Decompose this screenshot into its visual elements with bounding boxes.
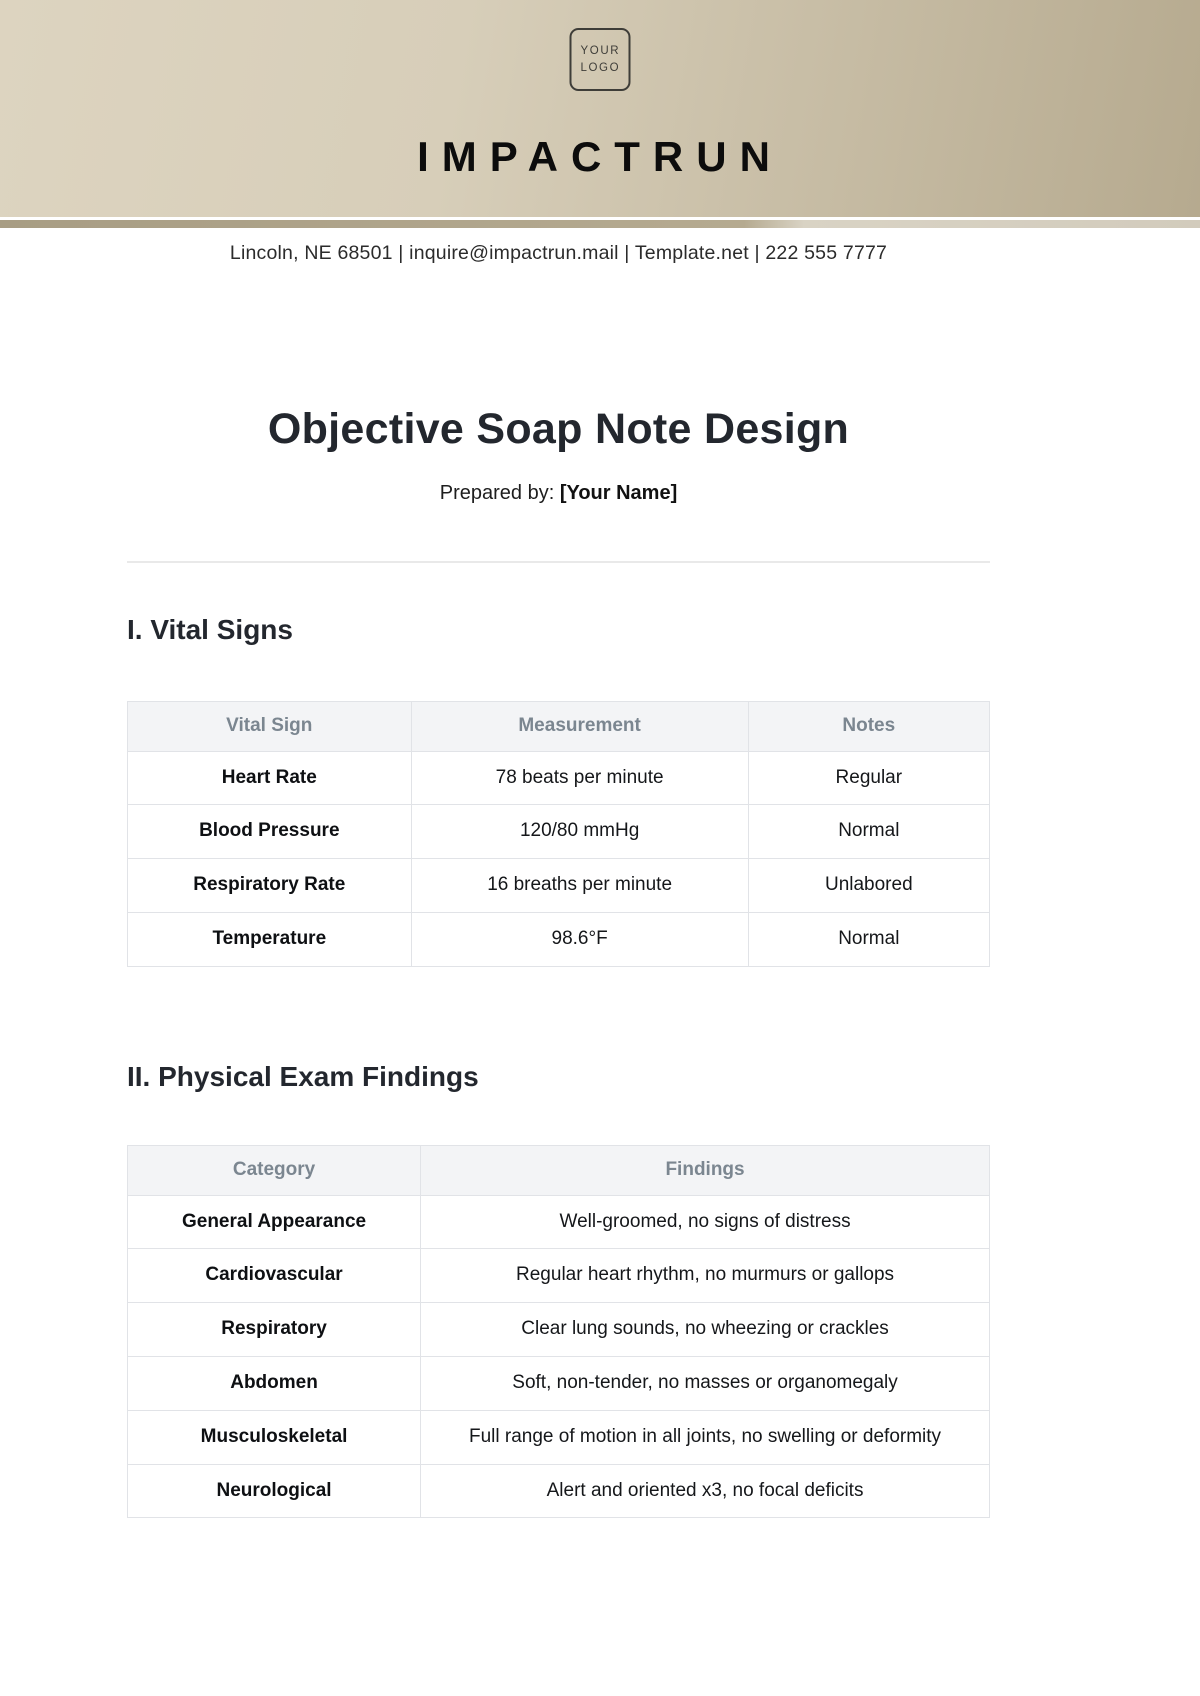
- column-header: Measurement: [411, 701, 748, 751]
- row-value-cell: Unlabored: [748, 859, 989, 913]
- row-value-cell: Alert and oriented x3, no focal deficits: [421, 1464, 990, 1518]
- prepared-by-line: [127, 481, 990, 505]
- table-header-row: [128, 1145, 990, 1195]
- section-heading: I. Vital Signs: [127, 613, 293, 645]
- header-banner: [0, 0, 1200, 217]
- table-row: [128, 805, 990, 859]
- row-label-cell: General Appearance: [128, 1195, 421, 1249]
- table-row: [128, 1249, 990, 1303]
- document-title: Objective Soap Note Design: [267, 405, 850, 454]
- vital-signs-table: [127, 701, 990, 967]
- row-value-cell: 78 beats per minute: [411, 751, 748, 805]
- logo-text-line2: LOGO: [580, 61, 621, 74]
- row-label-cell: Abdomen: [128, 1357, 421, 1411]
- row-value-cell: Soft, non-tender, no masses or organomegaly: [421, 1357, 990, 1411]
- row-value-cell: Regular: [748, 751, 989, 805]
- row-label-cell: Heart Rate: [128, 751, 412, 805]
- column-header: Vital Sign: [128, 701, 412, 751]
- contact-info: Lincoln, NE 68501 | inquire@impactrun.mail | Template.net | 222 555 7777: [229, 242, 888, 264]
- row-label-cell: Musculoskeletal: [128, 1410, 421, 1464]
- row-value-cell: Clear lung sounds, no wheezing or crackles: [421, 1303, 990, 1357]
- row-label-cell: Neurological: [128, 1464, 421, 1518]
- prepared-by-name: [Your Name]: [559, 481, 678, 504]
- row-value-cell: Normal: [748, 805, 989, 859]
- logo: [570, 28, 631, 91]
- row-value-cell: 120/80 mmHg: [411, 805, 748, 859]
- logo-text-line1: YOUR: [580, 44, 621, 57]
- section-heading: II. Physical Exam Findings: [127, 1060, 479, 1092]
- table-row: [128, 1464, 990, 1518]
- header-accent-strip: [0, 220, 1200, 228]
- table-row: [128, 1303, 990, 1357]
- row-label-cell: Blood Pressure: [128, 805, 412, 859]
- row-label-cell: Cardiovascular: [128, 1249, 421, 1303]
- row-value-cell: Regular heart rhythm, no murmurs or gallops: [421, 1249, 990, 1303]
- row-value-cell: 98.6°F: [411, 912, 748, 966]
- physical-exam-table: [127, 1145, 990, 1519]
- table-row: [128, 1357, 990, 1411]
- row-value-cell: Full range of motion in all joints, no swelling or deformity: [421, 1410, 990, 1464]
- table-row: [128, 859, 990, 913]
- table-row: [128, 912, 990, 966]
- column-header: Category: [128, 1145, 421, 1195]
- row-value-cell: Normal: [748, 912, 989, 966]
- divider: [127, 561, 990, 563]
- table-row: [128, 1195, 990, 1249]
- brand-name: IMPACTRUN: [417, 133, 783, 180]
- prepared-by-label: Prepared by:: [439, 481, 555, 504]
- table-row: [128, 1410, 990, 1464]
- row-label-cell: Respiratory: [128, 1303, 421, 1357]
- row-label-cell: Respiratory Rate: [128, 859, 412, 913]
- row-label-cell: Temperature: [128, 912, 412, 966]
- section-physical-exam: [127, 1061, 990, 1519]
- column-header: Findings: [421, 1145, 990, 1195]
- row-value-cell: 16 breaths per minute: [411, 859, 748, 913]
- table-header-row: [128, 701, 990, 751]
- table-row: [128, 751, 990, 805]
- section-vital-signs: [127, 614, 990, 967]
- column-header: Notes: [748, 701, 989, 751]
- page-content: [127, 242, 990, 1518]
- row-value-cell: Well-groomed, no signs of distress: [421, 1195, 990, 1249]
